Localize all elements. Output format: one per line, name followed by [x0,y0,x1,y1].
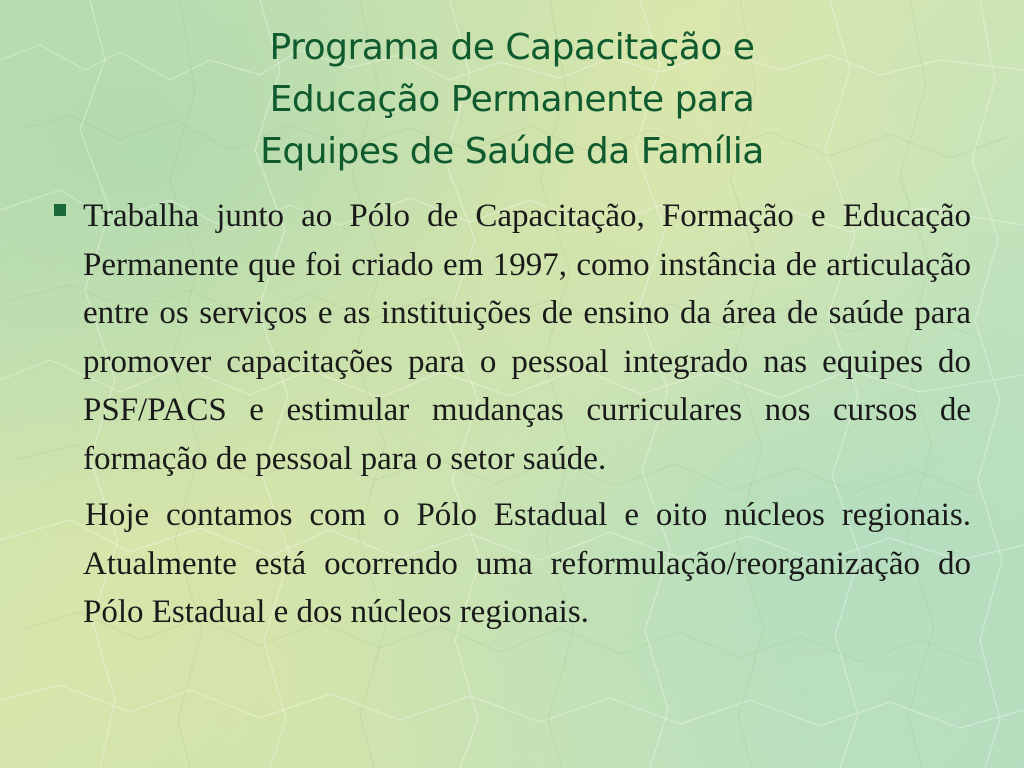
bullet-paragraph-text: Trabalha junto ao Pólo de Capacitação, Formação e Educação Permanente que foi criado em 1997, como instância de articulação entre os serviços e as instituições de ensino da área de saúde para promover capacitações para o pessoal integrado nas equipes do PSF/PACS e estimular mudanças curriculares nos cursos de formação de pessoal para o setor saúde. [83,198,971,477]
bullet-item [83,192,971,483]
second-paragraph-text: Hoje contamos com o Pólo Estadual e oito núcleos regionais. Atualmente está ocorrendo uma reformulação/reorganização do Pólo Estadual e dos núcleos regionais. [83,497,971,630]
slide-title [60,22,964,178]
square-bullet-icon [54,204,66,216]
second-paragraph [83,491,971,637]
slide-title-line-1: Programa de Capacitação e [269,27,755,68]
slide-title-line-3: Equipes de Saúde da Família [260,131,764,172]
slide-title-line-2: Educação Permanente para [269,79,755,120]
slide-body [83,192,971,637]
